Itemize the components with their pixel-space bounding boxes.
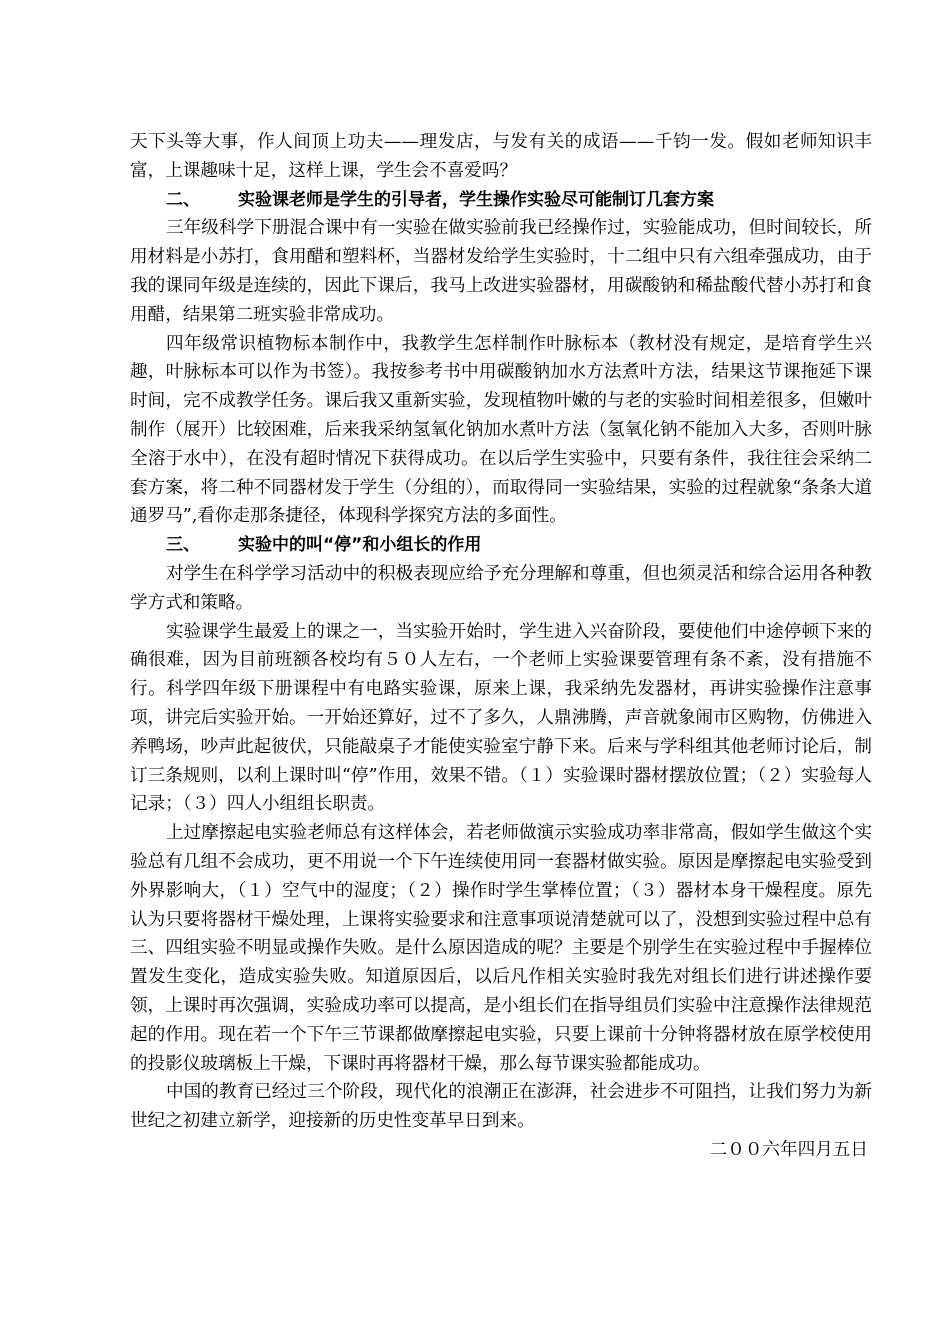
section-heading-2 [130, 186, 872, 215]
document-page [130, 128, 872, 1165]
section3-paragraph-3: 上过摩擦起电实验老师总有这样体会，若老师做演示实验成功率非常高，假如学生做这个实验总有几组不会成功，更不用说一个下午连续使用同一套器材做实验。原因是摩擦起电实验受到外界影响大，（１）空气中的湿度；（２）操作时学生掌棒位置；（３）器材本身干燥程度。原先认为只要将器材干燥处理，上课将实验要求和注意事项说清楚就可以了，没想到实验过程中总有三、四组实验不明显或操作失败。是什么原因造成的呢？主要是个别学生在实验过程中手握棒位置发生变化，造成实验失败。知道原因后，以后凡作相关实验时我先对组长们进行讲述操作要领，上课时再次强调，实验成功率可以提高，是小组长们在指导组员们实验中注意操作法律规范起的作用。现在若一个下午三节课都做摩擦起电实验，只要上课前十分钟将器材放在原学校使用的投影仪玻璃板上干燥，下课时再将器材干燥，那么每节课实验都能成功。 [130, 823, 872, 1074]
section2-paragraph-2: 四年级常识植物标本制作中，我教学生怎样制作叶脉标本（教材没有规定，是培育学生兴趣，叶脉标本可以作为书签）。我按参考书中用碳酸钠加水方法煮叶方法，结果这节课拖延下课时间，完不成教学任务。课后我又重新实验，发现植物叶嫩的与老的实验时间相差很多，但嫩叶制作（展开）比较困难，后来我采纳氢氧化钠加水煮叶方法（氢氧化钠不能加入大多，否则叶脉全溶于水中），在没有超时情况下获得成功。在以后学生实验中，只要有条件，我往往会采纳二套方案，将二种不同器材发于学生（分组的），而取得同一实验结果，实验的过程就象“条条大道通罗马”,看你走那条捷径，体现科学探究方法的多面性。 [130, 333, 872, 527]
section-number: 三、 [166, 535, 200, 556]
section-title: 实验中的叫“停”和小组长的作用 [238, 535, 482, 556]
section3-paragraph-1: 对学生在科学学习活动中的积极表现应给予充分理解和尊重，但也须灵活和综合运用各种教学方式和策略。 [130, 563, 872, 613]
section3-paragraph-2: 实验课学生最爱上的课之一，当实验开始时，学生进入兴奋阶段，要使他们中途停顿下来的确很难，因为目前班额各校均有５０人左右，一个老师上实验课要管理有条不紊，没有措施不行。科学四年级下册课程中有电路实验课，原来上课，我采纳先发器材，再讲实验操作注意事项，讲完后实验开始。一开始还算好，过不了多久，人鼎沸腾，声音就象闹市区购物，仿佛进入养鸭场，吵声此起彼伏，只能敲桌子才能使实验室宁静下来。后来与学科组其他老师讨论后，制订三条规则，以利上课时叫“停”作用，效果不错。（１）实验课时器材摆放位置；（２）实验每人记录；（３）四人小组组长职责。 [130, 621, 872, 815]
intro-paragraph: 天下头等大事，作人间顶上功夫——理发店，与发有关的成语——千钧一发。假如老师知识丰富，上课趣味十足，这样上课，学生会不喜爱吗？ [130, 132, 872, 181]
section-number: 二、 [166, 189, 200, 210]
section-heading-3 [130, 531, 872, 560]
conclusion-paragraph: 中国的教育已经过三个阶段，现代化的浪潮正在澎湃，社会进步不可阻挡，让我们努力为新世纪之初建立新学，迎接新的历史性变革早日到来。 [130, 1082, 872, 1132]
section2-paragraph-1: 三年级科学下册混合课中有一实验在做实验前我已经操作过，实验能成功，但时间较长，所用材料是小苏打，食用醋和塑料杯，当器材发给学生实验时，十二组中只有六组牵强成功，由于我的课同年级是连续的，因此下课后，我马上改进实验器材，用碳酸钠和稀盐酸代替小苏打和食用醋，结果第二班实验非常成功。 [130, 218, 872, 325]
document-date: 二００六年四月五日 [709, 1139, 868, 1160]
section-title: 实验课老师是学生的引导者，学生操作实验尽可能制订几套方案 [238, 189, 714, 210]
